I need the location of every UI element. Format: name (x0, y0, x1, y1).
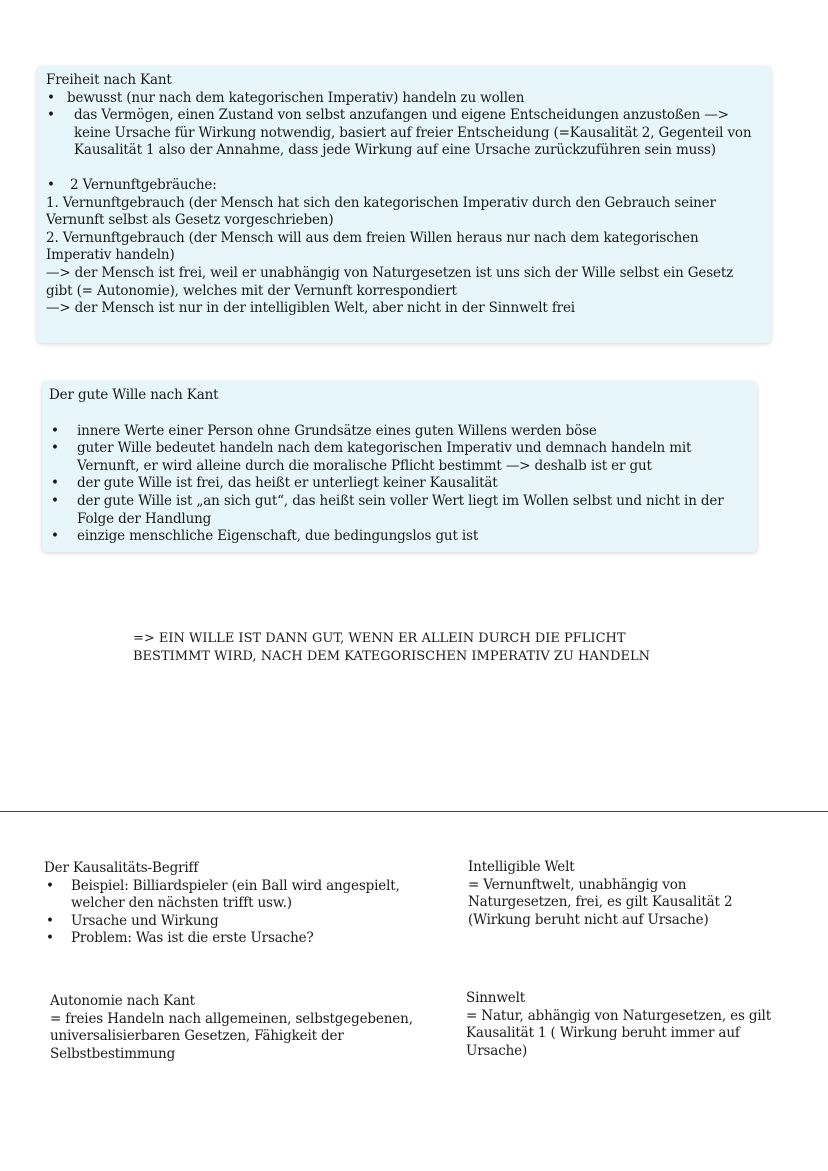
kausalitaet-section (44, 860, 444, 948)
conclusion-statement (133, 630, 773, 666)
gute-wille-bullet: • einzige menschliche Eigenschaft, due bedingungslos gut ist (49, 528, 749, 546)
kausalitaet-bullet-list (44, 878, 444, 948)
freiheit-line: 1. Vernunftgebrauch (der Mensch hat sich den kategorischen Imperativ durch den Gebrauch seiner Vernunft selbst als Gesetz vorgeschrieben) (46, 194, 716, 229)
kausalitaet-title: Der Kausalitäts-Begriff (44, 860, 199, 876)
freiheit-title: Freiheit nach Kant (46, 72, 172, 88)
gute-wille-bullet: • der gute Wille ist frei, das heißt er unterliegt keiner Kausalität (49, 475, 749, 493)
freiheit-bullet-list (46, 90, 763, 160)
freiheit-line: —> der Mensch ist nur in der intelligiblen Welt, aber nicht in der Sinnwelt frei (46, 300, 575, 317)
freiheit-bullet: • das Vermögen, einen Zustand von selbst anzufangen und eigene Entscheidungen anzustoßen —> keine Ursache für Wirkung notwendig, basiert auf freier Entscheidung (=Kausalität 2, Gegenteil von Kausalität 1 also der Annahme, dass jede Wirkung auf eine Ursache zurückzuführen sein muss) (46, 107, 763, 160)
gute-wille-bullet-list (49, 423, 749, 546)
intelligible-welt-text: = Vernunftwelt, unabhängig von Naturgesetzen, frei, es gilt Kausalität 2 (Wirkung beruht nicht auf Ursache) (468, 876, 733, 928)
kausalitaet-bullet: • Problem: Was ist die erste Ursache? (44, 930, 444, 948)
intelligible-welt-title: Intelligible Welt (468, 859, 575, 875)
kausalitaet-bullet: • Beispiel: Billiardspieler (ein Ball wird angespielt, welcher den nächsten trifft usw.) (44, 878, 444, 913)
conclusion-line: BESTIMMT WIRD, NACH DEM KATEGORISCHEN IMPERATIV ZU HANDELN (133, 649, 651, 664)
conclusion-line: => EIN WILLE IST DANN GUT, WENN ER ALLEIN DURCH DIE PFLICHT (133, 631, 626, 646)
freiheit-bullet: • 2 Vernunftgebräuche: (46, 177, 763, 195)
sinnwelt-section (466, 990, 796, 1060)
freiheit-line: —> der Mensch ist frei, weil er unabhängig von Naturgesetzen ist uns sich der Wille selbst ein Gesetz gibt (= Autonomie), welches mit der Vernunft korrespondiert (46, 264, 734, 299)
spacer (46, 160, 763, 177)
gute-wille-bullet: • der gute Wille ist „an sich gut“, das heißt sein voller Wert liegt im Wollen selbst und nicht in der Folge der Handlung (49, 493, 749, 528)
autonomie-text: = freies Handeln nach allgemeinen, selbstgegebenen, universalisierbaren Gesetzen, Fähigkeit der Selbstbestimmung (50, 1010, 413, 1062)
gute-wille-box (42, 381, 757, 552)
autonomie-title: Autonomie nach Kant (50, 993, 195, 1009)
sinnwelt-text: = Natur, abhängig von Naturgesetzen, es gilt Kausalität 1 ( Wirkung beruht immer auf Ursache) (466, 1007, 771, 1059)
section-divider (0, 811, 828, 812)
sinnwelt-title: Sinnwelt (466, 990, 526, 1006)
intelligible-welt-section (468, 859, 788, 929)
autonomie-section (50, 993, 430, 1063)
freiheit-bullet: • bewusst (nur nach dem kategorischen Imperativ) handeln zu wollen (46, 90, 763, 108)
gute-wille-title: Der gute Wille nach Kant (49, 387, 219, 403)
gute-wille-bullet: • guter Wille bedeutet handeln nach dem kategorischen Imperativ und demnach handeln mit Vernunft, er wird alleine durch die moralische Pflicht bestimmt —> deshalb ist er gut (49, 440, 749, 475)
freiheit-bullet-list-2 (46, 177, 763, 195)
gute-wille-bullet: • innere Werte einer Person ohne Grundsätze eines guten Willens werden böse (49, 423, 749, 441)
kausalitaet-bullet: • Ursache und Wirkung (44, 913, 444, 931)
freiheit-box (37, 66, 771, 343)
freiheit-line: 2. Vernunftgebrauch (der Mensch will aus dem freien Willen heraus nur nach dem kategorischen Imperativ handeln) (46, 229, 699, 264)
